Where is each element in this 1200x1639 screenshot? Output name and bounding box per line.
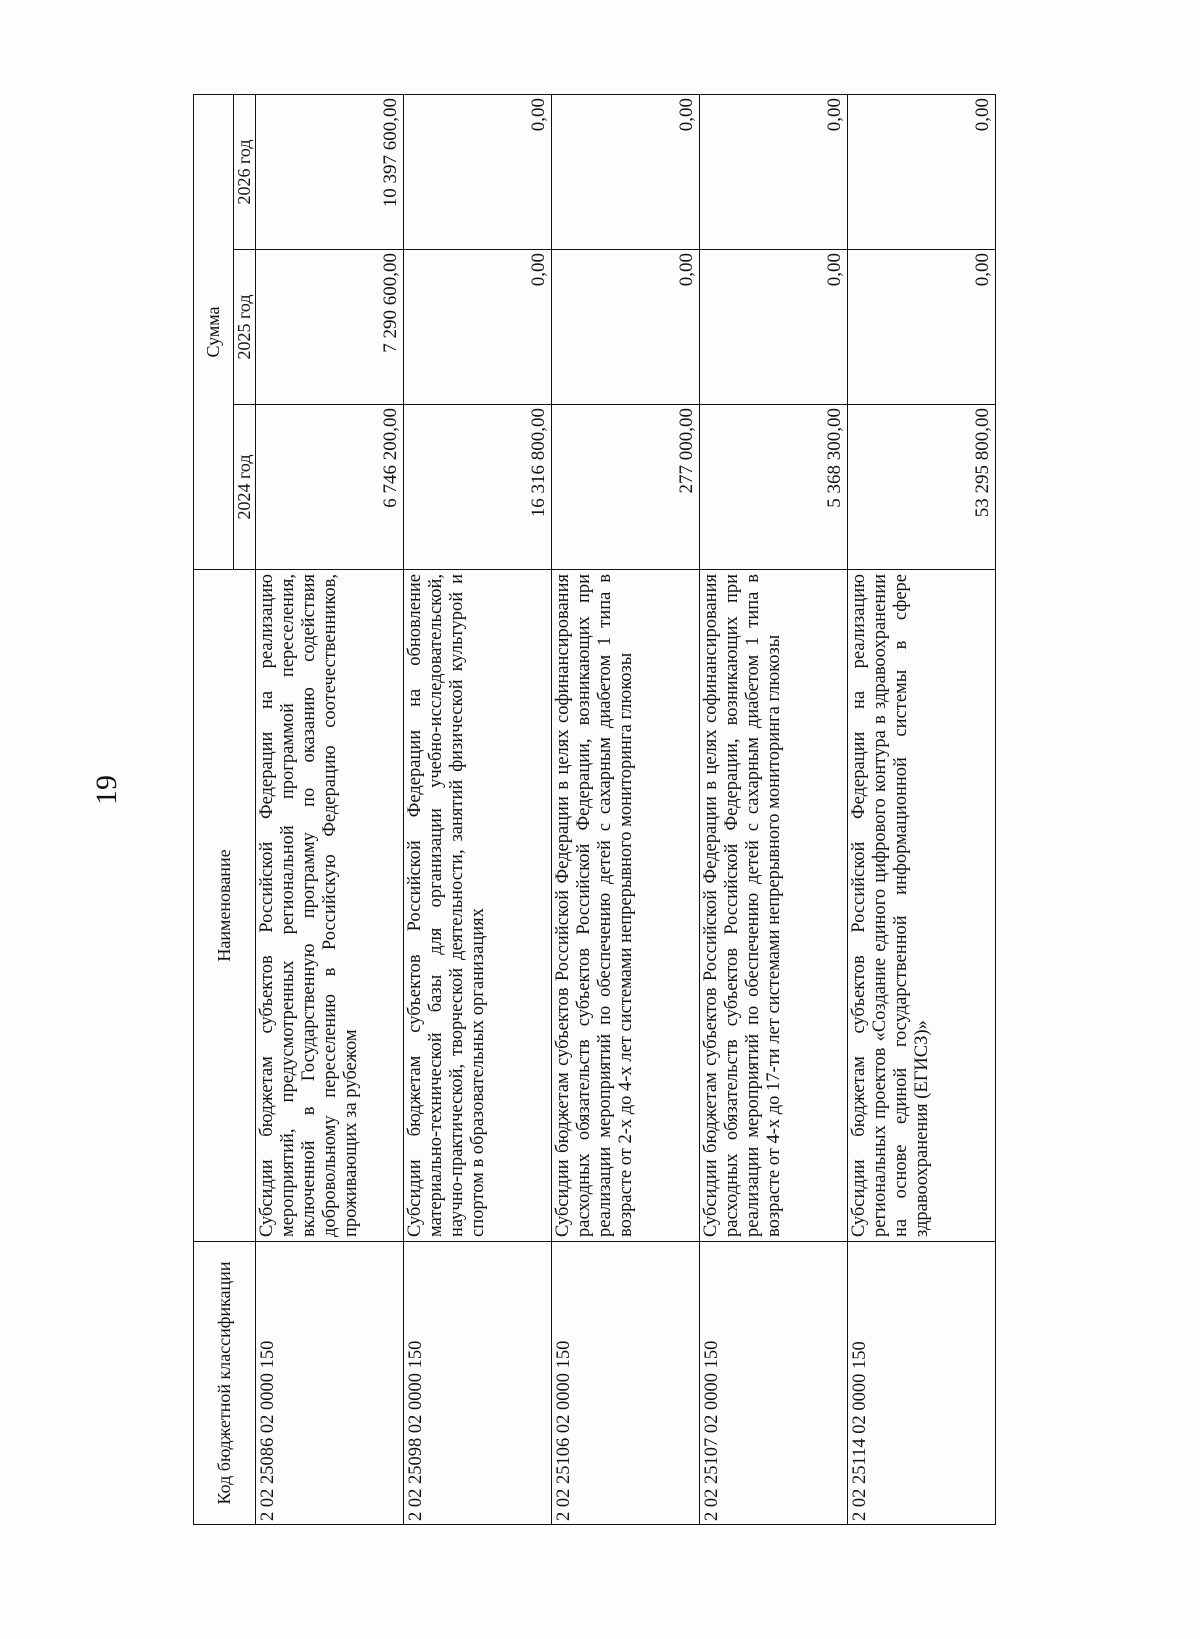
page-number: 19 — [90, 775, 123, 805]
header-name: Наименование — [194, 570, 256, 1242]
header-year-2026: 2026 год — [234, 94, 256, 249]
row-name: Субсидии бюджетам субъектов Российской Федерации в целях софинансирования расходных обязательств субъектов Российской Федерации, возникающих при реализации мероприятий по обеспечению детей с сахарным диабетом 1 типа в возрасте от 2-х до 4-х лет системами непрерывного мониторинга глюкозы — [552, 570, 700, 1242]
row-name: Субсидии бюджетам субъектов Российской Федерации на реализацию региональных проектов «Создание единого цифрового контура в здравоохранении на основе единой государственной информационной системы в сфере здравоохранения (ЕГИСЗ)» — [848, 570, 996, 1242]
table-row — [404, 94, 552, 1524]
row-amount-2025: 0,00 — [700, 250, 848, 405]
table-row — [552, 94, 700, 1524]
row-amount-2025: 7 290 600,00 — [256, 250, 404, 405]
header-sum: Сумма — [194, 94, 234, 569]
row-amount-2024: 277 000,00 — [552, 405, 700, 570]
table-row — [848, 94, 996, 1524]
row-amount-2026: 0,00 — [700, 94, 848, 249]
row-code: 2 02 25107 02 0000 150 — [700, 1242, 848, 1525]
row-name: Субсидии бюджетам субъектов Российской Федерации на обновление материально-технической базы для организации учебно-исследовательской, научно-практической, творческой деятельности, занятий физической культурой и спортом в образовательных организациях — [404, 570, 552, 1242]
row-code: 2 02 25098 02 0000 150 — [404, 1242, 552, 1525]
row-code: 2 02 25086 02 0000 150 — [256, 1242, 404, 1525]
row-amount-2026: 0,00 — [404, 94, 552, 249]
row-amount-2024: 16 316 800,00 — [404, 405, 552, 570]
row-amount-2024: 6 746 200,00 — [256, 405, 404, 570]
row-name: Субсидии бюджетам субъектов Российской Федерации в целях софинансирования расходных обязательств субъектов Российской Федерации, возникающих при реализации мероприятий по обеспечению детей с сахарным диабетом 1 типа в возрасте от 4-х до 17-ти лет системами непрерывного мониторинга глюкозы — [700, 570, 848, 1242]
row-amount-2026: 10 397 600,00 — [256, 94, 404, 249]
rotated-table-container — [193, 95, 1003, 1525]
row-amount-2025: 0,00 — [404, 250, 552, 405]
table-row — [700, 94, 848, 1524]
row-name: Субсидии бюджетам субъектов Российской Федерации на реализацию мероприятий, предусмотренных региональной программой переселения, включенной в Государственную программу по оказанию содействия добровольному переселению в Российскую Федерацию соотечественников, проживающих за рубежом — [256, 570, 404, 1242]
header-year-2024: 2024 год — [234, 405, 256, 570]
row-amount-2024: 5 368 300,00 — [700, 405, 848, 570]
budget-table — [193, 94, 996, 1525]
table-row — [256, 94, 404, 1524]
row-amount-2024: 53 295 800,00 — [848, 405, 996, 570]
table-header-row — [194, 94, 234, 1524]
header-year-2025: 2025 год — [234, 250, 256, 405]
row-code: 2 02 25114 02 0000 150 — [848, 1242, 996, 1525]
row-code: 2 02 25106 02 0000 150 — [552, 1242, 700, 1525]
row-amount-2025: 0,00 — [848, 250, 996, 405]
row-amount-2026: 0,00 — [848, 94, 996, 249]
header-code: Код бюджетной классификации — [194, 1242, 256, 1525]
row-amount-2026: 0,00 — [552, 94, 700, 249]
row-amount-2025: 0,00 — [552, 250, 700, 405]
